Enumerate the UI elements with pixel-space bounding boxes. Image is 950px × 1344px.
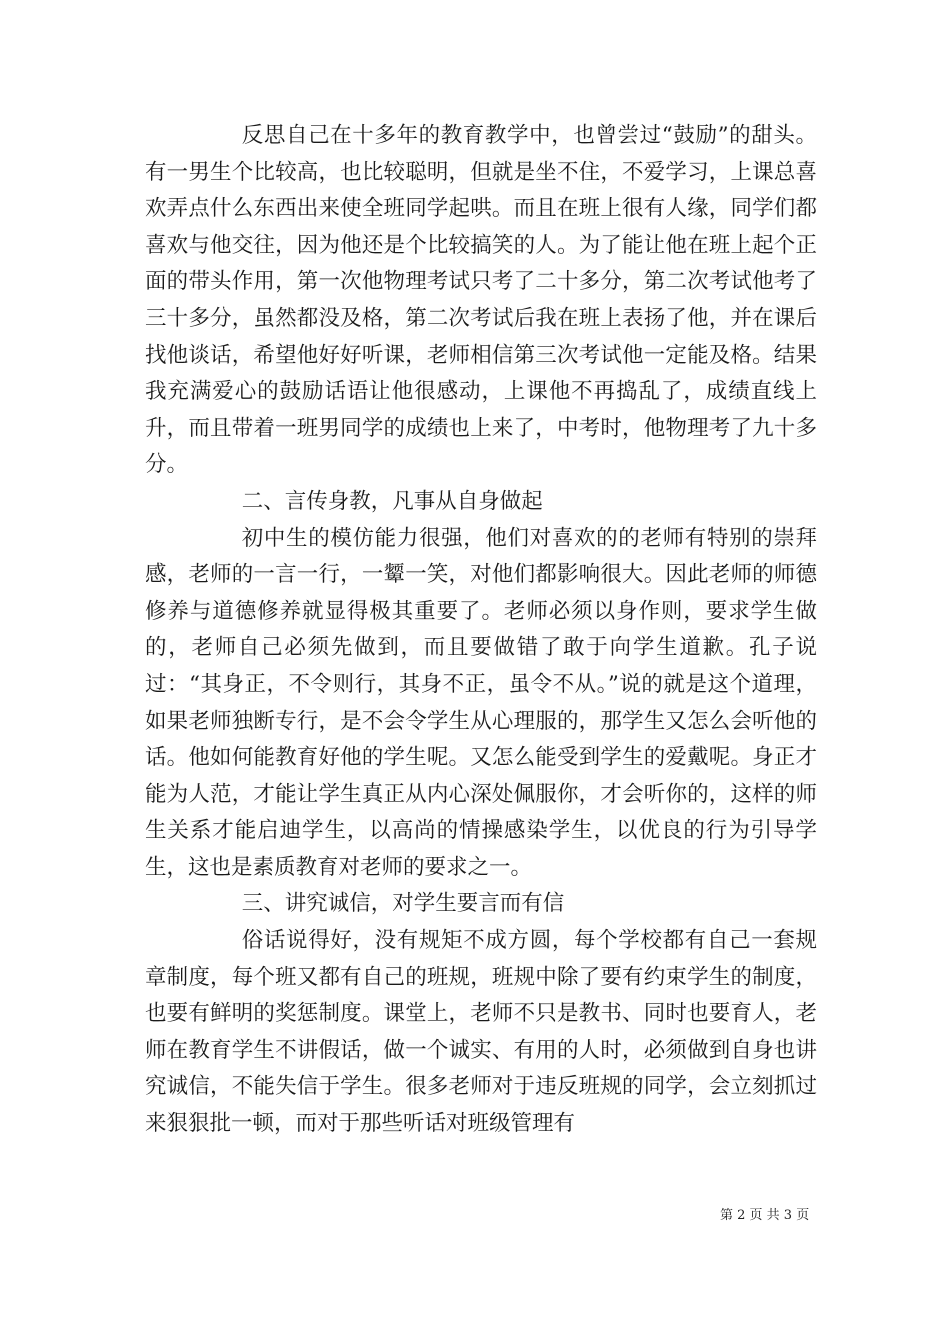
paragraph-encouragement-story: 反思自己在十多年的教育教学中，也曾尝过“鼓励”的甜头。有一男生个比较高，也比较聪明，但就是坐不住，不爱学习，上课总喜欢弄点什么东西出来使全班同学起哄。而且在班上很有人缘，同学们都喜欢与他交往，因为他还是个比较搞笑的人。为了能让他在班上起个正面的带头作用，第一次他物理考试只考了二十多分，第二次考试他考了三十多分，虽然都没及格，第二次考试后我在班上表扬了他，并在课后找他谈话，希望他好好听课，老师相信第三次考试他一定能及格。结果我充满爱心的鼓励话语让他很感动，上课他不再捣乱了，成绩直线上升，而且带着一班男同学的成绩也上来了，中考时，他物理考了九十多分。 — [145, 123, 817, 478]
paragraph-lead-by-example: 初中生的模仿能力很强，他们对喜欢的的老师有特别的崇拜感，老师的一言一行，一颦一笑，对他们都影响很大。因此老师的师德修养与道德修养就显得极其重要了。老师必须以身作则，要求学生做的，老师自己必须先做到，而且要做错了敢于向学生道歉。孔子说过：“其身正，不令则行，其身不正，虽令不从。”说的就是这个道理，如果老师独断专行，是不会令学生从心理服的，那学生又怎么会听他的话。他如何能教育好他的学生呢。又怎么能受到学生的爱戴呢。身正才能为人范，才能让学生真正从内心深处佩服你，才会听你的，这样的师生关系才能启迪学生，以高尚的情操感染学生，以优良的行为引导学生，这也是素质教育对老师的要求之一。 — [145, 525, 817, 880]
document-body — [145, 118, 817, 1143]
paragraph-integrity: 俗话说得好，没有规矩不成方圆，每个学校都有自己一套规章制度，每个班又都有自己的班规，班规中除了要有约束学生的制度，也要有鲜明的奖惩制度。课堂上，老师不只是教书、同时也要育人，老师在教育学生不讲假话，做一个诚实、有用的人时，必须做到自身也讲究诚信，不能失信于学生。很多老师对于违反班规的同学，会立刻抓过来狠狠批一顿，而对于那些听话对班级管理有 — [145, 928, 817, 1137]
page-number-footer: 第 2 页 共 3 页 — [720, 1208, 810, 1223]
section-heading-three: 三、讲究诚信，对学生要言而有信 — [241, 891, 565, 917]
section-heading-two: 二、言传身教，凡事从自身做起 — [241, 488, 543, 514]
